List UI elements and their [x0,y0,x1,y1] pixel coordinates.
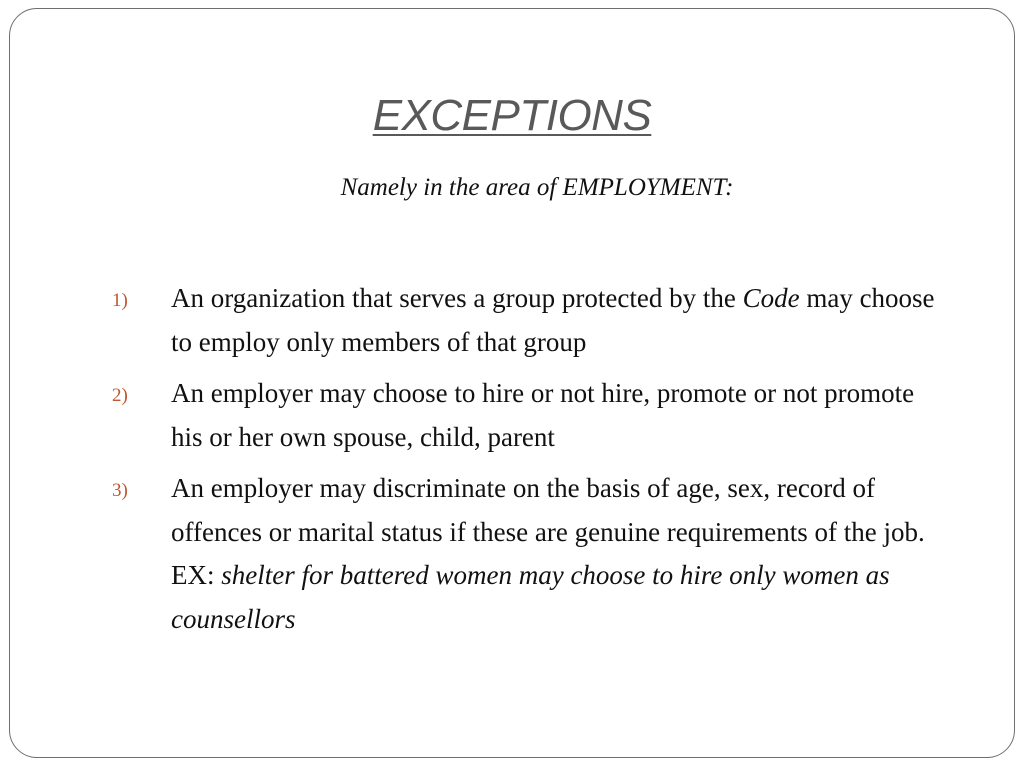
slide-title: EXCEPTIONS [372,91,652,140]
list-item [112,277,942,364]
list-item-italic-text: shelter for battered women may choose to hire only women as counsellors [171,560,890,634]
list-item-text: An employer may discriminate on the basis of age, sex, record of offences or marital status if these are genuine requirements of the job. EX: [171,473,925,590]
list-item-text: An employer may choose to hire or not hire, promote or not promote his or her own spouse, child, parent [171,378,915,452]
list-item-text: may choose to employ only members of that group [171,283,935,357]
list-number: 1) [112,290,128,311]
list-item-text: An organization that serves a group protected by the [171,283,743,313]
list-number: 3) [112,480,128,501]
list-item [112,467,942,641]
exceptions-list [112,277,942,649]
list-item-italic-text: Code [742,283,800,313]
list-item [112,372,942,459]
slide-subtitle: Namely in the area of EMPLOYMENT: [340,174,734,201]
list-number: 2) [112,385,128,406]
